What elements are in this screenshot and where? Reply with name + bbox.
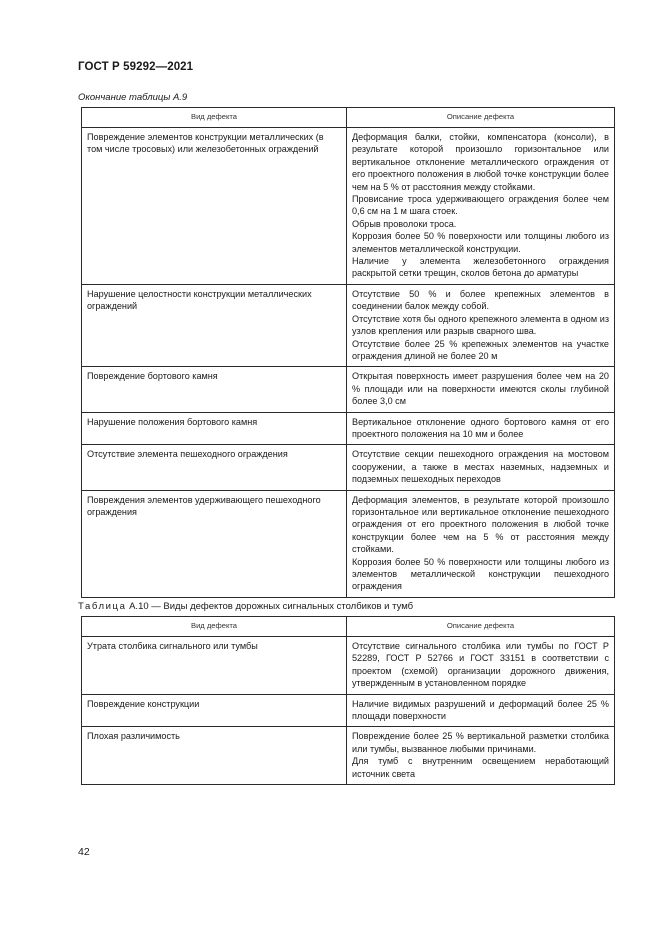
table-header-row xyxy=(82,617,615,637)
description-paragraph: Наличие у элемента железобетонного ограждения раскрытой сетки трещин, сколов бетона до арматуры xyxy=(352,256,609,279)
table-a9-caption: Окончание таблицы А.9 xyxy=(78,92,188,103)
description-paragraph: Отсутствие хотя бы одного крепежного элемента в одном из узлов крепления или разрыв сварного шва. xyxy=(352,313,609,337)
description-paragraph: Повреждение более 25 % вертикальной разметки столбика или тумбы, вызванное любыми причинами. xyxy=(352,731,609,754)
description-paragraph: Коррозия более 50 % поверхности или толщины любого из элементов металлической конструкции пешеходного ограждения xyxy=(352,556,609,592)
defect-kind-cell: Плохая различимость xyxy=(82,727,347,785)
defect-kind-cell: Нарушение положения бортового камня xyxy=(82,412,347,445)
defect-description-cell xyxy=(347,694,615,727)
table-row xyxy=(82,727,615,785)
column-header-kind: Вид дефекта xyxy=(82,108,347,128)
defect-description-cell xyxy=(347,128,615,285)
description-paragraph: Для тумб с внутренним освещением неработающий источник света xyxy=(352,756,609,779)
description-paragraph: Отсутствие секции пешеходного ограждения на мостовом сооружении, а также в местах наземных, надземных и подземных пешеходных переходов xyxy=(352,449,609,485)
column-header-description: Описание дефекта xyxy=(347,108,615,128)
table-a9-body xyxy=(82,128,615,598)
table-row xyxy=(82,412,615,445)
description-paragraph: Наличие видимых разрушений и деформаций более 25 % площади поверхности xyxy=(352,698,609,722)
description-paragraph: Провисание троса удерживающего ограждения более чем 0,6 см на 1 м шага стоек. xyxy=(352,194,609,217)
table-a10-caption-title: А.10 — Виды дефектов дорожных сигнальных столбиков и тумб xyxy=(126,601,414,612)
description-paragraph: Деформация балки, стойки, компенсатора (консоли), в результате которой произошло горизонтальное или вертикальное отклонение металлического ограждения от его проектного положения в любой точке конструкции более чем на 5 % от расстояния между стойками. xyxy=(352,132,609,192)
defect-description-cell xyxy=(347,637,615,695)
table-a9 xyxy=(81,107,615,598)
table-a10 xyxy=(81,616,615,785)
page-number: 42 xyxy=(78,846,90,858)
table-row xyxy=(82,637,615,695)
table-row xyxy=(82,284,615,366)
table-row xyxy=(82,445,615,490)
description-paragraph: Обрыв проволоки троса. xyxy=(352,218,457,229)
description-paragraph: Отсутствие более 25 % крепежных элементов на участке ограждения длиной не более 20 м xyxy=(352,338,609,361)
defect-kind-cell: Повреждения элементов удерживающего пешеходного ограждения xyxy=(82,490,347,597)
table-row xyxy=(82,367,615,412)
column-header-kind: Вид дефекта xyxy=(82,617,347,637)
standard-header: ГОСТ Р 59292—2021 xyxy=(78,61,194,73)
description-paragraph: Вертикальное отклонение одного бортового камня от его проектного положения на 10 мм и более xyxy=(352,416,609,439)
defect-description-cell xyxy=(347,284,615,366)
table-row xyxy=(82,694,615,727)
defect-description-cell xyxy=(347,490,615,597)
defect-kind-cell: Повреждение бортового камня xyxy=(82,367,347,412)
table-row xyxy=(82,128,615,285)
defect-kind-cell: Утрата столбика сигнального или тумбы xyxy=(82,637,347,695)
defect-description-cell xyxy=(347,412,615,445)
description-paragraph: Отсутствие 50 % и более крепежных элементов в соединении балок между собой. xyxy=(352,288,609,312)
defect-kind-cell: Отсутствие элемента пешеходного ограждения xyxy=(82,445,347,490)
table-a10-caption xyxy=(78,601,413,612)
table-header-row xyxy=(82,108,615,128)
table-a10-caption-prefix: Таблица xyxy=(78,601,127,612)
description-paragraph: Открытая поверхность имеет разрушения более чем на 20 % площади или на поверхности имеются сколы глубиной более 3,0 см xyxy=(352,371,609,407)
column-header-description: Описание дефекта xyxy=(347,617,615,637)
description-paragraph: Коррозия более 50 % поверхности или толщины любого из элементов металлической конструкции. xyxy=(352,231,609,254)
defect-kind-cell: Повреждение элементов конструкции металлических (в том числе тросовых) или железобетонных ограждений xyxy=(82,128,347,285)
defect-description-cell xyxy=(347,727,615,785)
table-row xyxy=(82,490,615,597)
defect-kind-cell: Повреждение конструкции xyxy=(82,694,347,727)
table-a10-body xyxy=(82,637,615,785)
defect-kind-cell: Нарушение целостности конструкции металлических ограждений xyxy=(82,284,347,366)
defect-description-cell xyxy=(347,367,615,412)
defect-description-cell xyxy=(347,445,615,490)
description-paragraph: Деформация элементов, в результате которой произошло горизонтальное или вертикальное отклонение пешеходного ограждения от его проектного положения в любой точке конструкции более чем на 5 % от расстояния между стойками. xyxy=(352,494,609,555)
description-paragraph: Отсутствие сигнального столбика или тумбы по ГОСТ Р 52289, ГОСТ Р 52766 и ГОСТ 33151 в соответствии с проектом (схемой) организации дорожного движения, утвержденным в установленном порядке xyxy=(352,641,609,689)
